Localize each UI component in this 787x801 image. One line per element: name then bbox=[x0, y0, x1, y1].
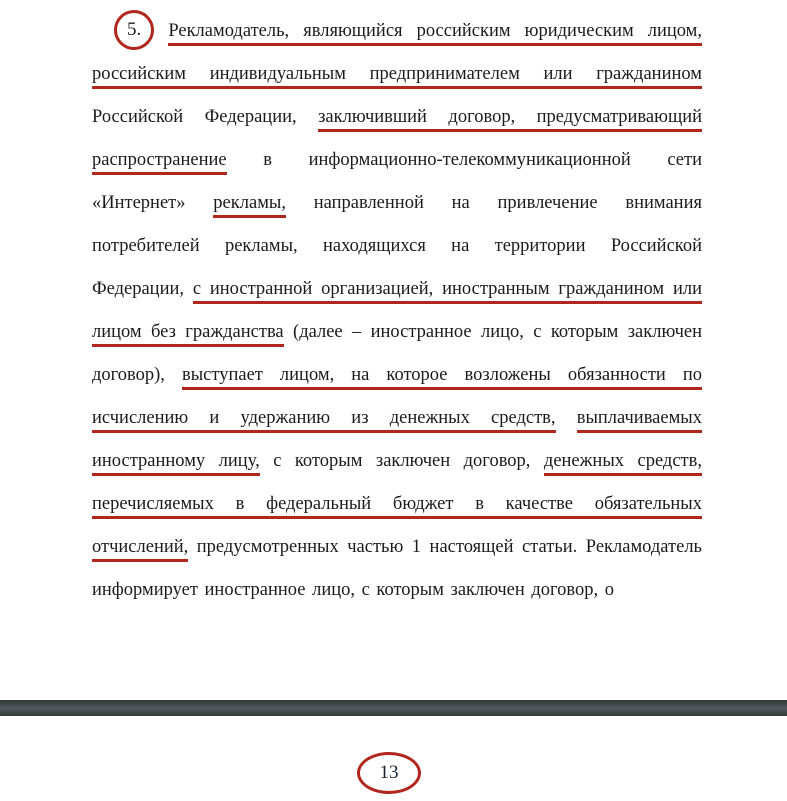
text-line bbox=[92, 397, 702, 440]
text-line bbox=[92, 569, 702, 612]
page-number: 13 bbox=[379, 762, 399, 783]
underlined-text-segment: иностранному лицу, bbox=[92, 451, 260, 476]
underlined-text-segment: заключивший договор, предусматривающий bbox=[318, 107, 702, 132]
text-segment: Российской Федерации, bbox=[92, 107, 297, 127]
underlined-text-segment: рекламы, bbox=[213, 193, 286, 218]
document-body bbox=[92, 10, 702, 612]
text-segment: Федерации, bbox=[92, 279, 184, 299]
underlined-text-segment: выплачиваемых bbox=[577, 408, 702, 433]
text-segment: «Интернет» bbox=[92, 193, 186, 213]
underlined-text-segment: распространение bbox=[92, 150, 227, 175]
underlined-text-segment: Рекламодатель, являющийся российским юридическим лицом, bbox=[168, 21, 702, 46]
underlined-text-segment: с иностранной организацией, иностранным гражданином или bbox=[193, 279, 702, 304]
underlined-text-segment: перечисляемых в федеральный бюджет в качестве обязательных bbox=[92, 494, 702, 519]
text-line bbox=[92, 354, 702, 397]
underlined-text-segment: российским индивидуальным предпринимателем или гражданином bbox=[92, 64, 702, 89]
underlined-text-segment: отчислений, bbox=[92, 537, 188, 562]
page-number-circle-annotation bbox=[357, 752, 421, 794]
text-line bbox=[92, 440, 702, 483]
underlined-text-segment: лицом без гражданства bbox=[92, 322, 284, 347]
underlined-text-segment: денежных средств, bbox=[544, 451, 702, 476]
text-segment: направленной на привлечение внимания bbox=[313, 193, 702, 213]
text-segment: (далее – иностранное лицо, с которым заключен bbox=[293, 322, 702, 342]
underlined-text-segment: выступает лицом, на которое возложены обязанности по bbox=[182, 365, 702, 390]
text-line bbox=[92, 311, 702, 354]
text-segment: информирует иностранное лицо, с которым заключен договор, о bbox=[92, 580, 614, 600]
text-segment: договор), bbox=[92, 365, 165, 385]
footer-separator-bar bbox=[0, 700, 787, 716]
clause-number-circle-annotation: 5. bbox=[114, 10, 154, 50]
text-segment: предусмотренных частью 1 настоящей статьи. Рекламодатель bbox=[196, 537, 702, 557]
text-line bbox=[92, 268, 702, 311]
underlined-text-segment: исчислению и удержанию из денежных средств, bbox=[92, 408, 556, 433]
text-line bbox=[92, 139, 702, 182]
text-line bbox=[92, 96, 702, 139]
text-line bbox=[92, 182, 702, 225]
text-line bbox=[92, 225, 702, 268]
text-line bbox=[92, 53, 702, 96]
text-segment: в информационно-телекоммуникационной сети bbox=[263, 150, 702, 170]
text-line bbox=[92, 526, 702, 569]
text-segment: с которым заключен договор, bbox=[273, 451, 531, 471]
text-line bbox=[92, 483, 702, 526]
text-line bbox=[92, 10, 702, 53]
text-segment: потребителей рекламы, находящихся на территории Российской bbox=[92, 236, 702, 256]
